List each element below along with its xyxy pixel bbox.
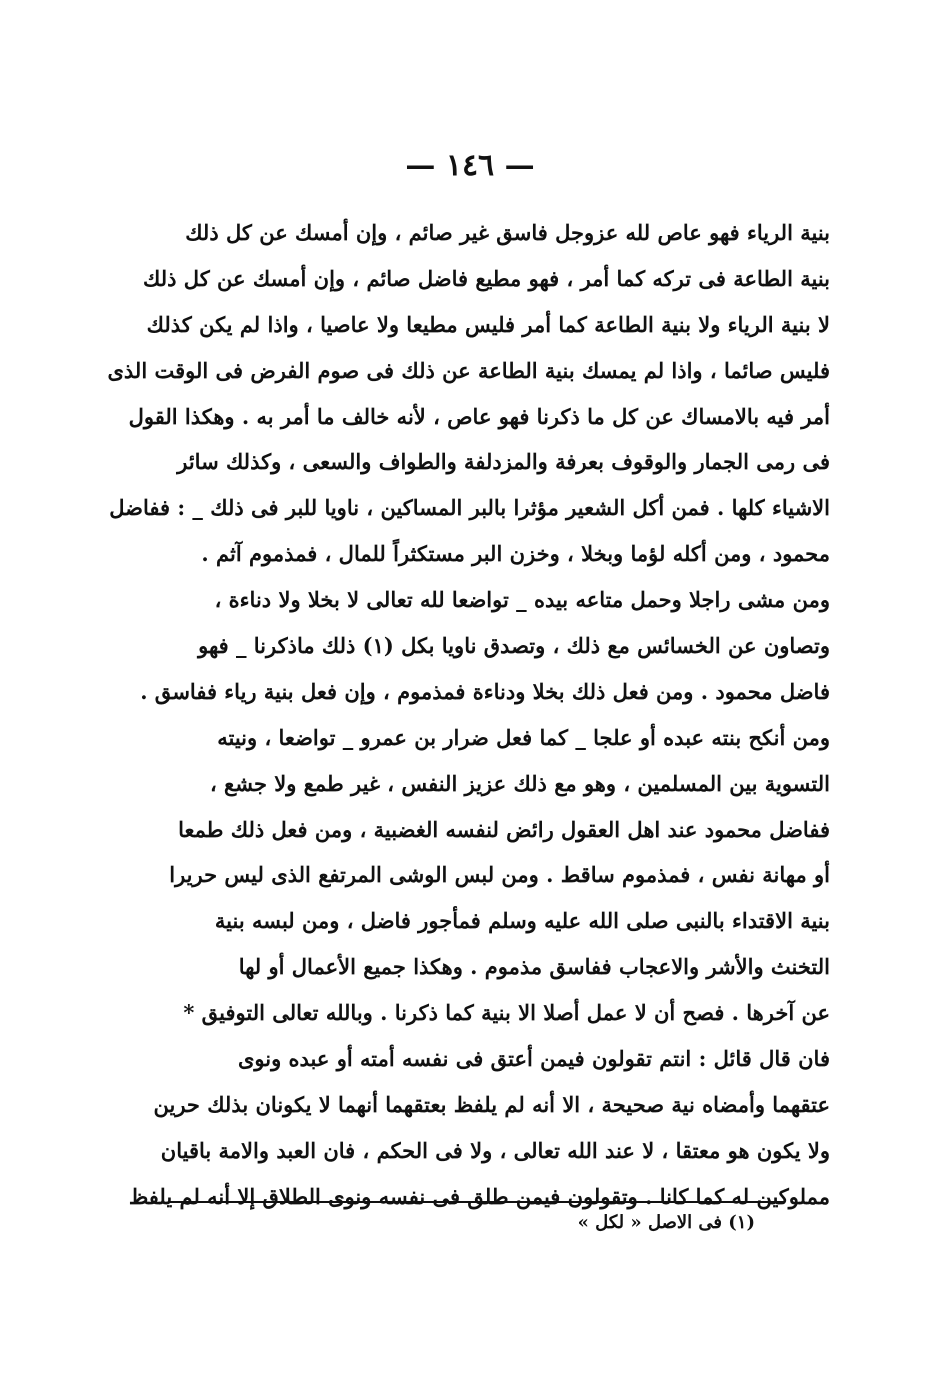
- text-line: التسوية بين المسلمين ، وهو مع ذلك عزيز النفس ، غير طمع ولا جشع ،: [209, 770, 830, 796]
- body-text: [100, 210, 830, 1220]
- page-number: — ١٤٦ —: [405, 148, 535, 183]
- text-line: فى رمى الجمار والوقوف بعرفة والمزدلفة والطواف والسعى ، وكذلك سائر: [177, 449, 830, 475]
- text-line: فاضل محمود . ومن فعل ذلك بخلا ودناءة فمذموم ، وإن فعل بنية رياء ففاسق .: [140, 678, 830, 704]
- text-line: أو مهانة نفس ، فمذموم ساقط . ومن لبس الوشى المرتفع الذى ليس حريرا: [169, 862, 830, 888]
- text-line: الاشياء كلها . فمن أكل الشعير مؤثرا بالبر المساكين ، ناويا للبر فى ذلك _ : ففاضل: [109, 495, 830, 521]
- text-line: ففاضل محمود عند اهل العقول رائض لنفسه الغضبية ، ومن فعل ذلك طمعا: [178, 816, 830, 842]
- text-line: أمر فيه بالامساك عن كل ما ذكرنا فهو عاص ، لأنه خالف ما أمر به . وهكذا القول: [128, 403, 830, 429]
- text-line: ومن أنكح بنته عبده أو علجا _ كما فعل ضرار بن عمرو _ تواضعا ، ونيته: [217, 724, 830, 750]
- text-line: فليس صائما ، واذا لم يمسك بنية الطاعة عن ذلك فى صوم الفرض فى الوقت الذى: [107, 357, 830, 383]
- text-line: عن آخرها . فصح أن لا عمل أصلا الا بنية كما ذكرنا . وبالله تعالى التوفيق *: [183, 1000, 830, 1026]
- text-line: بنية الطاعة فى تركه كما أمر ، فهو مطيع فاضل صائم ، وإن أمسك عن كل ذلك: [143, 265, 830, 291]
- text-line: بنية الاقتداء بالنبى صلى الله عليه وسلم فمأجور فاضل ، ومن لبسه بنية: [214, 908, 830, 934]
- text-line: التخنث والأشر والاعجاب ففاسق مذموم . وهكذا جميع الأعمال أو لها: [238, 954, 830, 980]
- text-line: وتصاون عن الخسائس مع ذلك ، وتصدق ناويا بكل (١) ذلك ماذكرنا _ فهو: [198, 633, 830, 659]
- text-line: ولا يكون هو معتقا ، لا عند الله تعالى ، ولا فى الحكم ، فان العبد والامة باقيان: [160, 1137, 830, 1163]
- text-line: بنية الرياء فهو عاص لله عزوجل فاسق غير صائم ، وإن أمسك عن كل ذلك: [185, 220, 830, 245]
- text-line: محمود ، ومن أكله لؤما وبخلا ، وخزن البر مستكثراً للمال ، فمذموم آثم .: [201, 541, 830, 567]
- text-line: لا بنية الرياء ولا بنية الطاعة كما أمر فليس مطيعا ولا عاصيا ، واذا لم يكن كذلك: [146, 311, 830, 337]
- text-line: مملوكين له كما كانا . وتقولون فيمن طلق فى نفسه ونوى الطلاق إلا أنه لم يلفظ: [128, 1183, 830, 1209]
- text-line: عتقهما وأمضاه نية صحيحة ، الا أنه لم يلفظ بعتقهما أنهما لا يكونان بذلك حرين: [153, 1091, 830, 1117]
- footnote: (١) فى الاصل « لكل »: [577, 1212, 755, 1233]
- text-line: فان قال قائل : انتم تقولون فيمن أعتق فى نفسه أمته أو عبده ونوى: [237, 1046, 830, 1072]
- text-line: ومن مشى راجلا وحمل متاعه بيده _ تواضعا لله تعالى لا بخلا ولا دناءة ،: [214, 587, 830, 613]
- footnote-divider: [170, 1201, 785, 1203]
